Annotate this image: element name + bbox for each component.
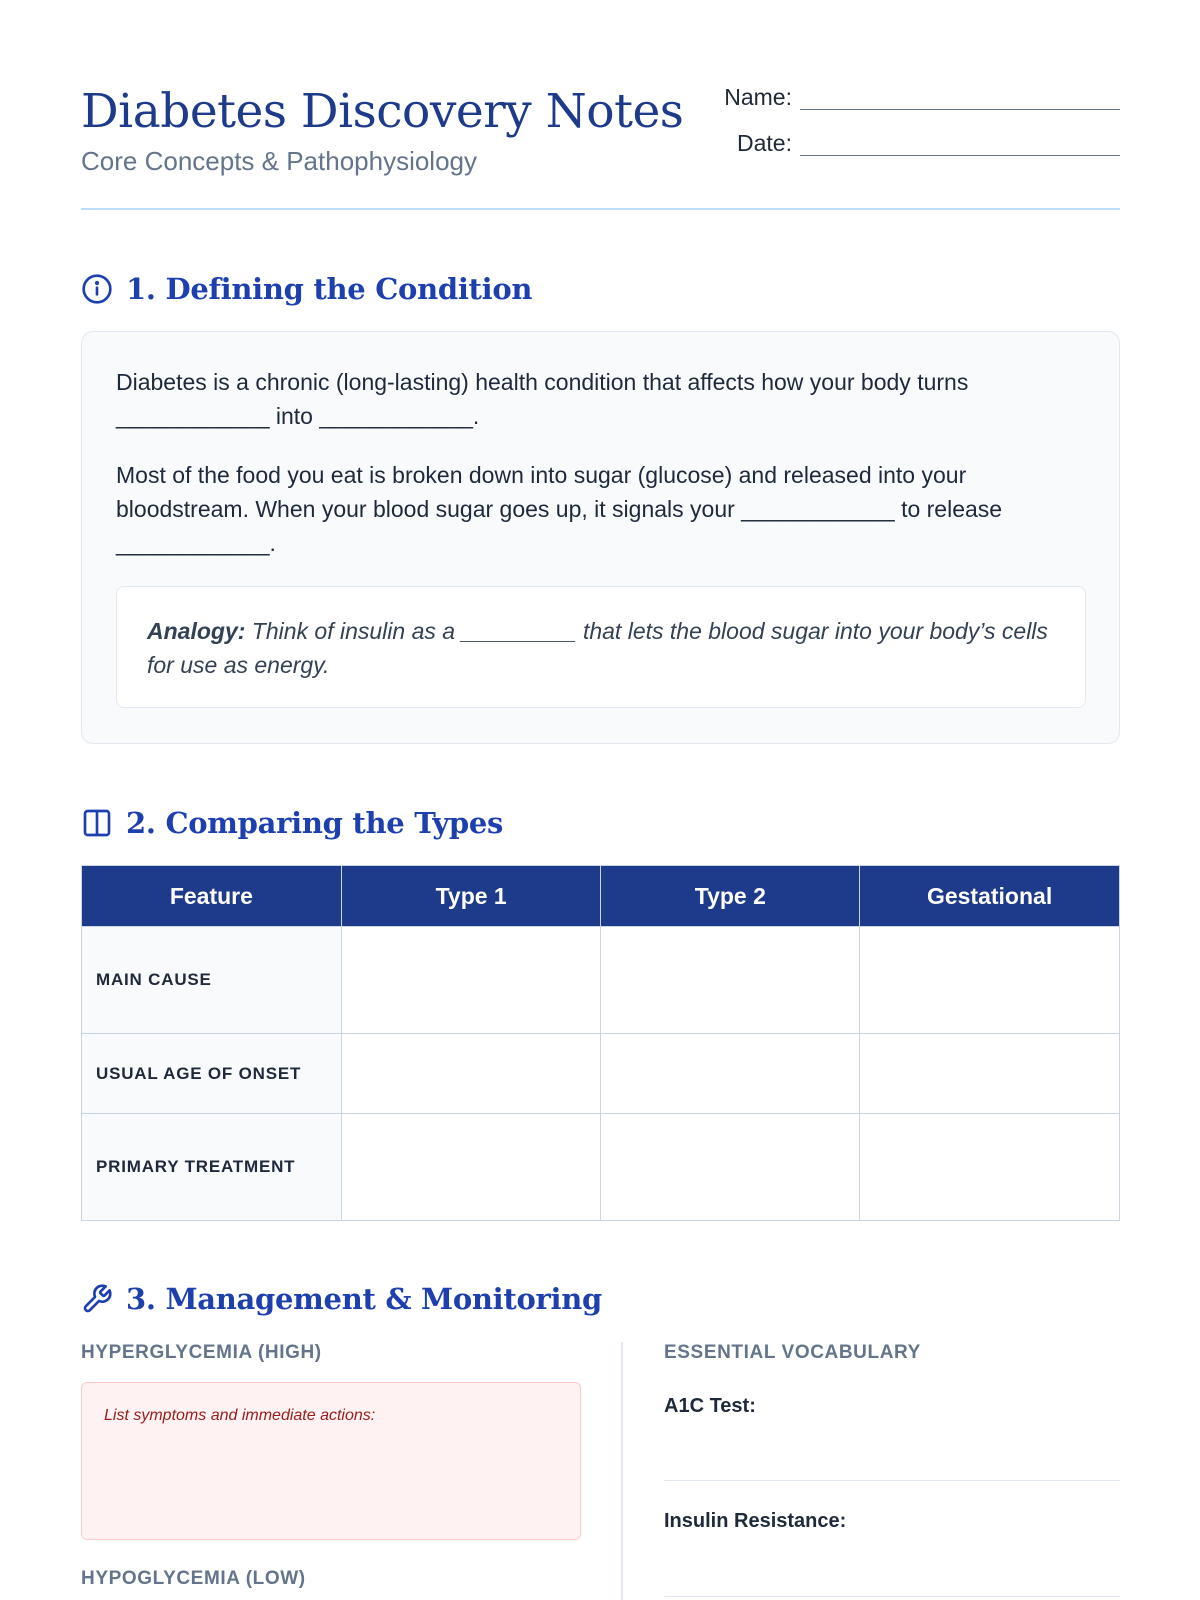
vocab-term-a1c: A1C Test: (664, 1395, 756, 1417)
name-field[interactable] (800, 88, 1120, 110)
definition-paragraph-2: Most of the food you eat is broken down into sugar (glucose) and released into your bloodstream. When your blood sugar goes up, it signals your ____________ to release ____________. (116, 462, 1003, 556)
column-header: Type 2 (601, 866, 860, 927)
worksheet-header (81, 0, 1120, 210)
answer-cell[interactable] (860, 1034, 1120, 1114)
answer-cell[interactable] (860, 1114, 1120, 1221)
section-3-heading (81, 1282, 602, 1316)
definition-box (81, 331, 1120, 744)
answer-cell[interactable] (341, 1034, 601, 1114)
analogy-callout (116, 586, 1086, 708)
vocab-answer-line[interactable] (664, 1480, 1120, 1481)
answer-cell[interactable] (341, 1114, 601, 1221)
hyperglycemia-hint: List symptoms and immediate actions: (104, 1407, 376, 1424)
book-open-icon (81, 807, 113, 839)
vocab-term-insulin-resistance: Insulin Resistance: (664, 1510, 847, 1532)
hyperglycemia-notes-box[interactable] (81, 1382, 581, 1540)
answer-cell[interactable] (601, 1034, 860, 1114)
answer-cell[interactable] (601, 1114, 860, 1221)
table-row (82, 927, 1120, 1034)
answer-cell[interactable] (341, 927, 601, 1034)
date-row (712, 130, 1120, 156)
page-title: Diabetes Discovery Notes (81, 84, 684, 139)
info-circle-icon (81, 273, 113, 305)
name-row (712, 84, 1120, 110)
table-header-row (82, 866, 1120, 927)
wrench-icon (81, 1283, 113, 1315)
section-2-title: 2. Comparing the Types (126, 806, 504, 840)
section-1-heading (81, 272, 532, 306)
column-header: Gestational (860, 866, 1120, 927)
definition-paragraph-1: Diabetes is a chronic (long-lasting) health condition that affects how your body turns ____________ into ____________. (116, 369, 969, 429)
page-subtitle: Core Concepts & Pathophysiology (81, 146, 478, 176)
analogy-text: Think of insulin as a _________ that lets the blood sugar into your body’s cells for use as energy. (147, 618, 1048, 678)
answer-cell[interactable] (601, 927, 860, 1034)
hypoglycemia-label: HYPOGLYCEMIA (LOW) (81, 1568, 306, 1589)
row-header: PRIMARY TREATMENT (82, 1114, 342, 1221)
hyperglycemia-label: HYPERGLYCEMIA (HIGH) (81, 1342, 322, 1363)
row-header: MAIN CAUSE (82, 927, 342, 1034)
table-row (82, 1034, 1120, 1114)
vocab-answer-line[interactable] (664, 1596, 1120, 1597)
column-header: Feature (82, 866, 342, 927)
date-label: Date: (737, 130, 792, 156)
analogy-label: Analogy: (147, 618, 246, 644)
table-row (82, 1114, 1120, 1221)
column-header: Type 1 (341, 866, 601, 927)
section-3-title: 3. Management & Monitoring (126, 1282, 602, 1316)
row-header: USUAL AGE OF ONSET (82, 1034, 342, 1114)
date-field[interactable] (800, 134, 1120, 156)
worksheet-page (81, 0, 1120, 1589)
column-divider (621, 1342, 623, 1600)
name-label: Name: (724, 84, 792, 110)
section-2-heading (81, 806, 503, 840)
vocabulary-label: ESSENTIAL VOCABULARY (664, 1342, 921, 1363)
types-comparison-table (81, 865, 1120, 1221)
section-1-title: 1. Defining the Condition (126, 272, 533, 306)
answer-cell[interactable] (860, 927, 1120, 1034)
